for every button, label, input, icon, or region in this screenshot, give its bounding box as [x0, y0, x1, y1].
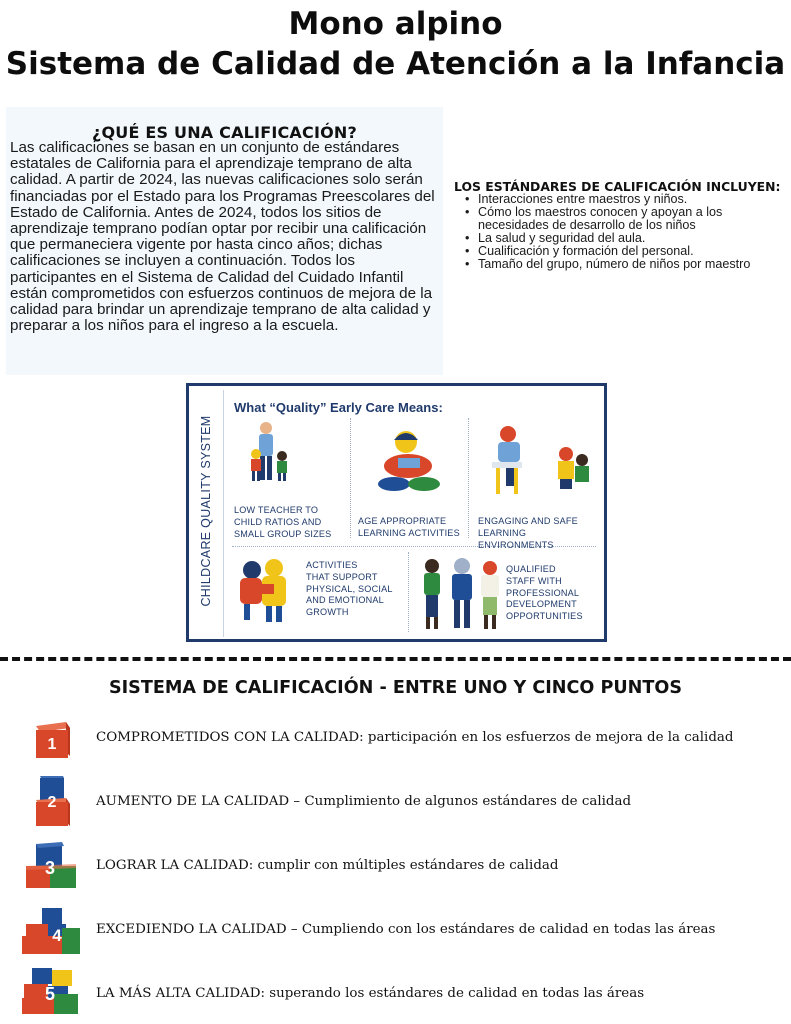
caption-line: DEVELOPMENT: [506, 599, 577, 610]
level-number: 1: [47, 736, 57, 753]
quality-graphic-content: [223, 390, 603, 637]
level-number: 4: [52, 926, 62, 945]
rating-system-title: SISTEMA DE CALIFICACIÓN - ENTRE UNO Y CINCO PUNTOS: [108, 678, 683, 698]
caption-line: PROFESSIONAL: [506, 587, 580, 598]
level-number: 3: [44, 858, 55, 878]
caption-line: AND EMOTIONAL: [306, 595, 384, 606]
caption-age-appropriate: [358, 516, 460, 540]
quality-heading: What “Quality” Early Care Means:: [234, 400, 443, 415]
teacher-and-children-illustration: [246, 420, 326, 500]
caption-line: LEARNING ENVIRONMENTS: [478, 527, 554, 550]
block-3-icon: [20, 840, 80, 900]
qualified-staff-illustration: [418, 556, 508, 632]
learning-environment-illustration: [482, 424, 598, 504]
children-hugging-illustration: [234, 556, 298, 626]
caption-line: LOW TEACHER TO: [234, 505, 319, 515]
rating-level-5: [0, 964, 791, 1024]
caption-line: OPPORTUNITIES: [506, 611, 583, 622]
rating-level-3: [0, 840, 791, 900]
caption-activities-growth: [306, 560, 393, 619]
level-description: LA MÁS ALTA CALIDAD: superando los estándares de calidad en todas las áreas: [96, 986, 645, 1001]
caption-line: LEARNING ACTIVITIES: [358, 527, 460, 538]
rating-level-1: [0, 716, 791, 776]
block-1-icon: [20, 716, 80, 776]
block-5-icon: [20, 964, 80, 1024]
level-number: 2: [47, 794, 57, 811]
divider: [468, 418, 469, 538]
page-title-line-2: Sistema de Calidad de Atención a la Infancia: [5, 46, 786, 82]
caption-line: SMALL GROUP SIZES: [234, 528, 332, 539]
caption-line: ACTIVITIES: [306, 560, 358, 570]
standards-list-item: • Interacciones entre maestros y niños.: [478, 193, 778, 206]
quality-side-label: [189, 386, 223, 639]
caption-line: ENGAGING AND SAFE: [478, 516, 578, 526]
level-description: AUMENTO DE LA CALIDAD – Cumplimiento de algunos estándares de calidad: [96, 794, 632, 809]
rating-level-2: [0, 776, 791, 836]
standards-list-item: • Cómo los maestros conocen y apoyan a los necesidades de desarrollo de los niños: [478, 206, 778, 232]
child-learning-illustration: [372, 428, 452, 500]
divider: [350, 418, 351, 538]
quality-care-graphic: [186, 383, 607, 642]
level-number: 5: [44, 984, 55, 1004]
quality-side-label-text: CHILDCARE QUALITY SYSTEM: [199, 415, 213, 607]
caption-line: QUALIFIED: [506, 564, 556, 574]
level-description: COMPROMETIDOS CON LA CALIDAD: participación en los esfuerzos de mejora de la calidad: [96, 730, 734, 745]
level-description: LOGRAR LA CALIDAD: cumplir con múltiples estándares de calidad: [96, 858, 559, 873]
caption-line: THAT SUPPORT: [306, 571, 378, 582]
rating-level-4: [0, 906, 791, 966]
caption-line: STAFF WITH: [506, 575, 562, 586]
standards-list-item: • Cualificación y formación del personal.: [478, 245, 778, 258]
caption-line: CHILD RATIOS AND: [234, 516, 322, 527]
rating-info-panel: [6, 107, 443, 375]
level-description: EXCEDIENDO LA CALIDAD – Cumpliendo con los estándares de calidad en todas las áreas: [96, 922, 716, 937]
caption-line: GROWTH: [306, 607, 349, 618]
section-divider: [0, 657, 791, 661]
page-title-line-1: Mono alpino: [288, 6, 503, 42]
rating-info-body: Las calificaciones se basan en un conjunto de estándares estatales de California para el aprendizaje temprano de alta calidad. A partir de 2024, las nuevas calificaciones solo serán financiadas por el Estado para los Programas Preescolares del Estado de California. Antes de 2024, todos los sitios de aprendizaje temprano podían optar por recibir una calificación que permaneciera vigente por hasta cinco años; dichas calificaciones se incluyen a continuación. Todos los participantes en el Sistema de Calidad del Cuidado Infantil están comprometidos con esfuerzos continuos de mejora de la calidad para brindar un aprendizaje temprano de alta calidad y preparar a los niños para el ingreso a la escuela.: [10, 139, 435, 335]
caption-qualified-staff: [506, 564, 583, 623]
caption-ratios: [234, 505, 331, 540]
standards-list-item: • La salud y seguridad del aula.: [478, 232, 778, 245]
standards-title: LOS ESTÁNDARES DE CALIFICACIÓN INCLUYEN:: [454, 179, 781, 194]
divider: [408, 552, 409, 632]
caption-line: PHYSICAL, SOCIAL: [306, 583, 393, 594]
rating-info-title: ¿QUÉ ES UNA CALIFICACIÓN?: [92, 123, 357, 142]
standards-list: [478, 193, 778, 271]
standards-list-item: • Tamaño del grupo, número de niños por maestro: [478, 258, 778, 271]
caption-safe-environments: [478, 516, 603, 551]
caption-line: AGE APPROPRIATE: [358, 516, 447, 526]
block-2-icon: [20, 776, 80, 836]
block-4-icon: [20, 906, 80, 966]
